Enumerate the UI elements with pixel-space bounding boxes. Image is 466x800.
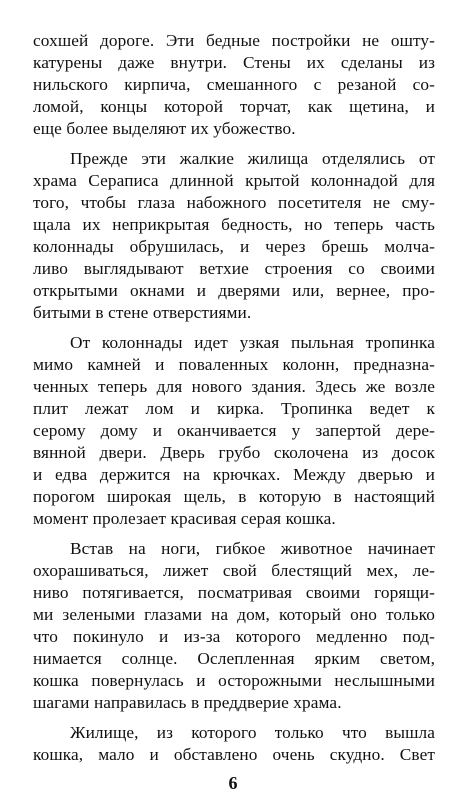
text-line: Жилище, из которого только что вышла: [70, 723, 435, 742]
text-line: битыми в стене отверстиями.: [33, 303, 252, 322]
text-line: Прежде эти жалкие жилища отделялись от: [70, 149, 435, 168]
text-line: храма Сераписа длинной крытой колоннадой для: [33, 171, 435, 190]
text-line: момент пролезает красивая серая кошка.: [33, 509, 336, 528]
text-line: плит лежат лом и кирка. Тропинка ведет к: [33, 399, 435, 418]
text-line: еще более выделяют их убожество.: [33, 119, 296, 138]
text-line: серому дому и оканчивается у запертой дере-: [33, 421, 435, 440]
text-line: и едва держится на крючках. Между дверью и: [33, 465, 435, 484]
text-line: порогом широкая щель, в которую в настоящий: [33, 487, 435, 506]
text-line: ломой, концы которой торчат, как щетина, и: [33, 97, 435, 116]
text-line: что покинуло и из-за которого медленно под-: [33, 627, 435, 646]
text-line: ченных теперь для нового здания. Здесь же возле: [33, 377, 435, 396]
text-line: того, чтобы глаза набожного посетителя не сму-: [33, 193, 435, 212]
text-line: От колоннады идет узкая пыльная тропинка: [70, 333, 435, 352]
text-line: кошка, мало и обставлено очень скудно. Свет: [33, 745, 435, 764]
page-number: 6: [228, 773, 238, 793]
text-line: щала их неприкрытая бедность, но теперь часть: [33, 215, 435, 234]
text-line: Встав на ноги, гибкое животное начинает: [70, 539, 435, 558]
text-line: колоннады обрушилась, и через брешь молча-: [33, 237, 435, 256]
text-line: ниво потягивается, посматривая своими горящи-: [33, 583, 435, 602]
text-line: сохшей дороге. Эти бедные постройки не ошту-: [33, 31, 435, 50]
text-line: кошка повернулась и осторожными неслышными: [33, 671, 435, 690]
text-line: вянной двери. Дверь грубо сколочена из досок: [33, 443, 435, 462]
text-line: катурены даже внутри. Стены их сделаны из: [33, 53, 435, 72]
text-line: нильского кирпича, смешанного с резаной со-: [33, 75, 435, 94]
text-line: охорашиваться, лижет свой блестящий мех, ле-: [33, 561, 435, 580]
text-line: мимо камней и поваленных колонн, предназна-: [33, 355, 435, 374]
text-line: шагами направилась в преддверие храма.: [33, 693, 342, 712]
text-line: открытыми окнами и дверями или, вернее, про-: [33, 281, 435, 300]
text-line: нимается солнце. Ослепленная ярким светом,: [33, 649, 435, 668]
text-line: ливо выглядывают ветхие строения со своими: [33, 259, 435, 278]
text-line: ми зелеными глазами на дом, который оно только: [33, 605, 435, 624]
